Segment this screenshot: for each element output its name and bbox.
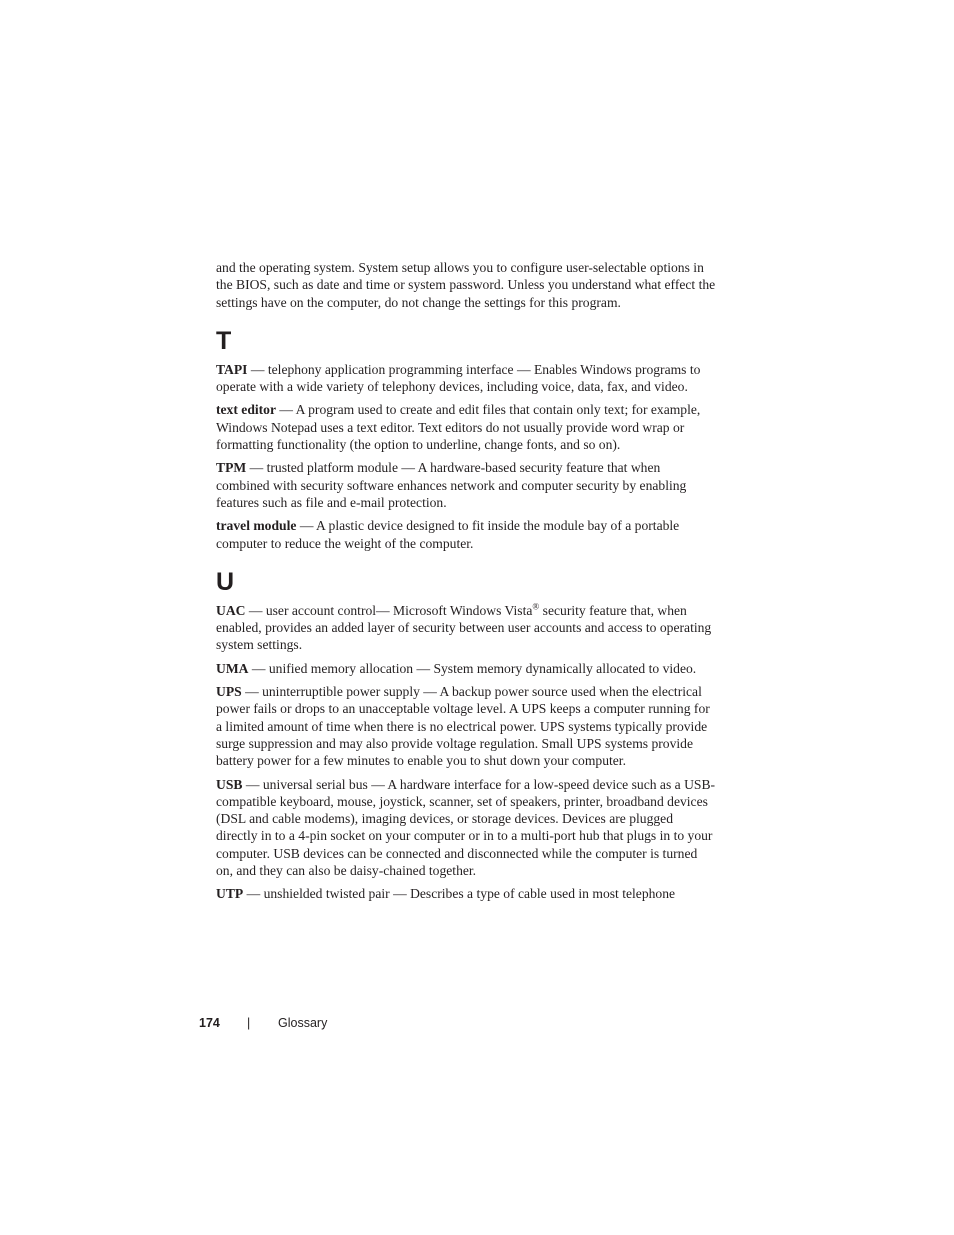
entry-definition: — uninterruptible power supply — A backup power source used when the electrical power fails or drops to an unacceptable voltage level. A UPS keeps a computer running for a limited amount of time when there is no electrical power. UPS systems typically provide surge suppression and may also provide voltage regulation. Small UPS systems provide battery power for a few minutes to enable you to shut down your computer. [216,684,710,769]
page-number: 174 [199,1016,220,1030]
entry-definition: — A plastic device designed to fit inside the module bay of a portable computer to reduce the weight of the computer. [216,518,680,551]
footer-section-name: Glossary [278,1016,328,1030]
footer-separator: | [247,1016,251,1030]
glossary-entry-uac [216,602,716,654]
section-heading-u: U [216,567,235,596]
entry-term: TPM [216,460,247,476]
glossary-entry-usb [216,776,716,880]
glossary-entry-utp [216,885,716,902]
entry-definition: — user account control— Microsoft Windows Vista [245,602,533,618]
entry-definition: — unshielded twisted pair — Describes a type of cable used in most telephone [243,886,676,902]
entry-term: travel module [216,518,297,534]
entry-term: UMA [216,660,249,676]
entry-term: UTP [216,886,244,902]
glossary-entry-ups [216,683,716,769]
entry-definition: — universal serial bus — A hardware interface for a low-speed device such as a USB-compatible keyboard, mouse, joystick, scanner, set of speakers, printer, broadband devices (DSL and cable modems), imaging devices, or storage devices. Devices are plugged directly in to a 4-pin socket on your computer or in to a multi-port hub that plugs in to your computer. USB devices can be connected and disconnected while the computer is turned on, and they can also be daisy-chained together. [216,776,716,879]
entry-definition: — unified memory allocation — System memory dynamically allocated to video. [248,660,697,676]
intro-paragraph: and the operating system. System setup allows you to configure user-selectable options in the BIOS, such as date and time or system password. Unless you understand what effect the settings have on the computer, do not change the settings for this program. [216,260,716,310]
glossary-entry-tapi [216,361,716,396]
glossary-entry-uma [216,660,716,677]
entry-term: USB [216,776,243,792]
entry-term: TAPI [216,361,248,377]
entry-term: text editor [216,402,277,418]
entry-definition-cont: security feature that, when enabled, provides an added layer of security between user accounts and access to operating system settings. [216,602,712,653]
registered-trademark: ® [532,601,540,612]
entry-definition: — trusted platform module — A hardware-based security feature that when combined with security software enhances network and computer security by enabling features such as file and e-mail protection. [216,460,687,510]
entry-term: UPS [216,684,242,700]
section-heading-t: T [216,326,232,355]
glossary-entry-tpm [216,459,716,511]
entry-term: UAC [216,602,246,618]
glossary-entry-travel-module [216,517,716,552]
entry-definition: — telephony application programming interface — Enables Windows programs to operate with a wide variety of telephony devices, including voice, data, fax, and video. [216,361,701,395]
glossary-entry-text-editor [216,401,716,453]
entry-definition: — A program used to create and edit files that contain only text; for example, Windows Notepad uses a text editor. Text editors do not usually provide word wrap or formatting functionality (the option to underline, change fonts, and so on). [216,402,701,453]
glossary-content [216,259,716,909]
